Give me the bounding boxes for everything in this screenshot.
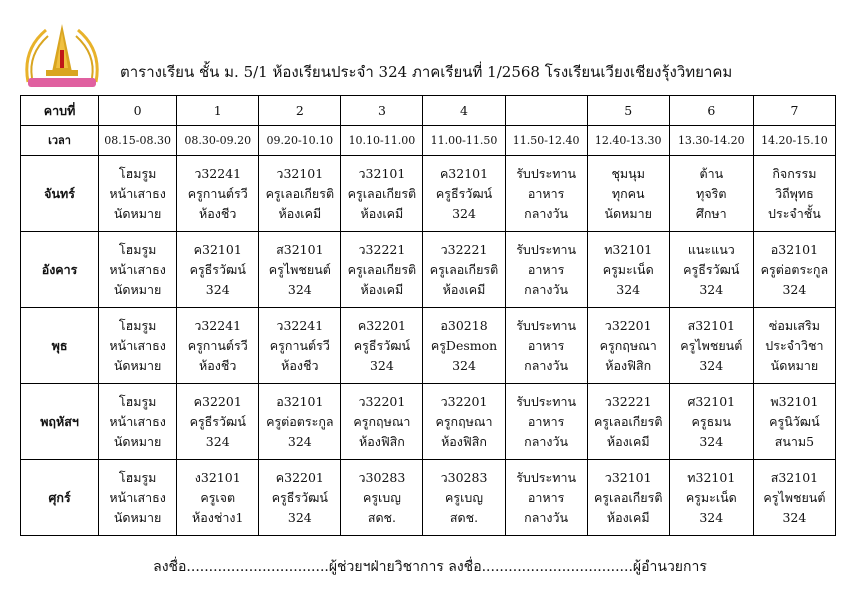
class-cell-line: ครูเบญ	[445, 489, 483, 505]
class-cell-line: ค32201	[357, 317, 406, 333]
class-cell	[505, 308, 587, 384]
class-cell-line: อาหาร	[527, 489, 565, 505]
class-cell-line: ครูเลอเกียรติ	[593, 489, 663, 505]
class-cell-line: ครูไพชยนต์	[763, 489, 826, 505]
class-cell	[259, 156, 341, 232]
class-cell-line: ครูเจต	[200, 489, 236, 505]
class-cell	[99, 384, 177, 460]
class-cell	[341, 384, 423, 460]
class-cell-line: ว32241	[194, 317, 242, 333]
class-cell-line: ชุมนุม	[611, 165, 645, 181]
class-cell-line: ห้องชีว	[199, 357, 237, 373]
class-cell-line: ห้องเคมี	[360, 205, 404, 221]
day-name: พุธ	[21, 308, 99, 384]
class-cell-line: ว32221	[440, 241, 488, 257]
class-cell-line: ห้องชีว	[199, 205, 237, 221]
class-cell	[341, 232, 423, 308]
class-cell-line: ส32101	[770, 469, 819, 485]
class-cell-line: ว32201	[440, 393, 488, 409]
class-cell	[587, 308, 669, 384]
class-cell-line: กลางวัน	[524, 509, 569, 525]
class-cell-line: ครูกฤษณา	[353, 413, 411, 429]
class-cell-line: ครูไพชยนต์	[680, 337, 743, 353]
class-cell-line: นัดหมาย	[604, 205, 652, 221]
class-cell-line: อาหาร	[527, 337, 565, 353]
class-cell-line: อาหาร	[527, 261, 565, 277]
period-time: 08.30-09.20	[177, 126, 259, 156]
day-row	[21, 460, 836, 536]
class-cell-line: หน้าเสาธง	[109, 261, 166, 277]
class-cell	[177, 232, 259, 308]
class-cell-line: 324	[287, 509, 312, 525]
class-cell-line: รับประทาน	[516, 241, 577, 257]
class-cell	[669, 460, 753, 536]
class-cell	[587, 232, 669, 308]
period-time: 14.20-15.10	[753, 126, 835, 156]
class-cell-line: ห้องฟิสิก	[605, 357, 652, 373]
class-cell-line: กิจกรรม	[772, 165, 817, 181]
class-cell-line: ว32241	[194, 165, 242, 181]
class-cell-line: 324	[287, 433, 312, 449]
class-cell-line: ครูเลอเกียรติ	[347, 185, 417, 201]
class-cell-line: รับประทาน	[516, 393, 577, 409]
class-cell-line: อาหาร	[527, 185, 565, 201]
class-cell-line: ครูธมน	[691, 413, 732, 429]
class-cell-line: ครูกฤษณา	[435, 413, 493, 429]
class-cell	[669, 384, 753, 460]
class-cell-line: โฮมรูม	[118, 241, 157, 257]
class-cell-line: ห้องเคมี	[278, 205, 322, 221]
day-name: ศุกร์	[21, 460, 99, 536]
class-cell-line: ว30283	[358, 469, 406, 485]
time-label: เวลา	[21, 126, 99, 156]
class-cell-line: วิถีพุทธ	[775, 185, 814, 201]
class-cell-line: ทุจริต	[696, 185, 727, 201]
class-cell	[423, 384, 505, 460]
class-cell	[669, 308, 753, 384]
class-cell	[341, 460, 423, 536]
class-cell	[99, 156, 177, 232]
class-cell-line: สดช.	[449, 509, 479, 525]
class-cell-line: ครูเลอเกียรติ	[429, 261, 499, 277]
class-cell-line: ครูต่อตระกูล	[266, 413, 334, 429]
class-cell	[259, 232, 341, 308]
class-cell-line: กลางวัน	[524, 281, 569, 297]
period-number: 4	[423, 96, 505, 126]
class-cell-line: ส32101	[276, 241, 324, 257]
class-cell-line: ครูนิวัฒน์	[769, 413, 820, 429]
period-time: 11.00-11.50	[423, 126, 505, 156]
period-row	[21, 96, 836, 126]
class-cell-line: กลางวัน	[524, 205, 569, 221]
class-cell-line: อ32101	[276, 393, 324, 409]
class-cell	[423, 460, 505, 536]
day-row	[21, 308, 836, 384]
class-cell-line: ว32101	[604, 469, 652, 485]
class-cell-line: ว32221	[358, 241, 406, 257]
class-cell-line: ค32201	[275, 469, 324, 485]
class-cell-line: ครูกฤษณา	[599, 337, 657, 353]
class-cell-line: ห้องเคมี	[606, 509, 650, 525]
class-cell	[505, 460, 587, 536]
class-cell	[177, 308, 259, 384]
class-cell	[753, 460, 835, 536]
class-cell-line: อาหาร	[527, 413, 565, 429]
class-cell-line: ประจำชั้น	[768, 205, 821, 221]
period-number: 5	[587, 96, 669, 126]
period-number: 6	[669, 96, 753, 126]
class-cell-line: ครูธีรวัฒน์	[189, 261, 246, 277]
class-cell-line: โฮมรูม	[118, 393, 157, 409]
day-name: พฤหัสฯ	[21, 384, 99, 460]
period-number: 7	[753, 96, 835, 126]
class-cell-line: ห้องเคมี	[442, 281, 486, 297]
period-number: 3	[341, 96, 423, 126]
class-cell	[259, 308, 341, 384]
class-cell-line: อ32101	[770, 241, 819, 257]
period-number: 1	[177, 96, 259, 126]
class-cell	[99, 308, 177, 384]
class-cell-line: ว30283	[440, 469, 488, 485]
class-cell	[341, 156, 423, 232]
class-cell	[669, 232, 753, 308]
class-cell-line: ห้องเคมี	[360, 281, 404, 297]
class-cell-line: ว32201	[358, 393, 406, 409]
class-cell-line: แนะแนว	[687, 241, 735, 257]
class-cell-line: ว32101	[276, 165, 324, 181]
class-cell-line: ครูไพชยนต์	[268, 261, 331, 277]
class-cell	[99, 232, 177, 308]
period-label: คาบที่	[21, 96, 99, 126]
class-cell	[753, 156, 835, 232]
time-row	[21, 126, 836, 156]
class-cell-line: ห้องเคมี	[606, 433, 650, 449]
class-cell-line: นัดหมาย	[113, 509, 162, 525]
class-cell-line: หน้าเสาธง	[109, 185, 166, 201]
class-cell-line: ว32101	[358, 165, 406, 181]
class-cell-line: อ30218	[440, 317, 488, 333]
class-cell-line: นัดหมาย	[113, 281, 162, 297]
period-time: 11.50-12.40	[505, 126, 587, 156]
class-cell-line: 324	[699, 433, 724, 449]
class-cell-line: สดช.	[367, 509, 397, 525]
class-cell-line: ครูมะเน็ด	[685, 489, 737, 505]
day-row	[21, 156, 836, 232]
class-cell-line: ครูเลอเกียรติ	[265, 185, 335, 201]
class-cell	[587, 384, 669, 460]
class-cell-line: ซ่อมเสริม	[768, 317, 820, 333]
class-cell-line: โฮมรูม	[118, 165, 157, 181]
class-cell-line: ครูธีรวัฒน์	[683, 261, 740, 277]
class-cell-line: ต้าน	[699, 165, 724, 181]
class-cell-line: ครูกานต์รวี	[187, 337, 248, 353]
class-cell-line: หน้าเสาธง	[109, 413, 166, 429]
class-cell-line: 324	[452, 357, 476, 373]
class-cell-line: รับประทาน	[516, 165, 577, 181]
class-cell-line: กลางวัน	[524, 433, 569, 449]
class-cell-line: 324	[699, 281, 724, 297]
class-cell-line: ค32201	[193, 393, 242, 409]
class-cell	[99, 460, 177, 536]
class-cell-line: ห้องช่าง1	[192, 509, 244, 525]
class-cell	[587, 460, 669, 536]
class-cell	[505, 156, 587, 232]
class-cell-line: ครูธีรวัฒน์	[435, 185, 493, 201]
class-cell-line: ครูธีรวัฒน์	[353, 337, 411, 353]
class-cell-line: ครูธีรวัฒน์	[271, 489, 328, 505]
class-cell-line: 324	[287, 281, 312, 297]
class-cell-line: ห้องฟิสิก	[441, 433, 487, 449]
class-cell	[177, 156, 259, 232]
class-cell-line: 324	[205, 281, 230, 297]
class-cell-line: โฮมรูม	[118, 317, 157, 333]
class-cell-line: ครูกานต์รวี	[187, 185, 248, 201]
class-cell-line: พ32101	[770, 393, 819, 409]
class-cell	[259, 460, 341, 536]
class-cell-line: ค32101	[193, 241, 242, 257]
class-cell	[753, 232, 835, 308]
class-cell-line: ห้องฟิสิก	[358, 433, 405, 449]
class-cell-line: ครูเลอเกียรติ	[593, 413, 663, 429]
class-cell	[259, 384, 341, 460]
school-emblem-icon	[22, 20, 102, 90]
class-cell-line: ครูเลอเกียรติ	[347, 261, 417, 277]
class-cell-line: ครูDesmon	[430, 337, 498, 353]
period-number: 2	[259, 96, 341, 126]
class-cell-line: 324	[782, 281, 807, 297]
class-cell-line: ว32201	[604, 317, 652, 333]
class-cell-line: ครูมะเน็ด	[602, 261, 654, 277]
class-cell	[505, 232, 587, 308]
period-time: 10.10-11.00	[341, 126, 423, 156]
class-cell	[341, 308, 423, 384]
class-cell-line: 324	[369, 357, 394, 373]
class-cell-line: 324	[616, 281, 641, 297]
period-time: 12.40-13.30	[587, 126, 669, 156]
page-title: ตารางเรียน ชั้น ม. 5/1 ห้องเรียนประจำ 324 ภาคเรียนที่ 1/2568 โรงเรียนเวียงเชียงรุ้งวิทยาคม	[120, 63, 733, 81]
class-cell-line: ส32101	[687, 317, 735, 333]
class-cell-line: นัดหมาย	[113, 205, 162, 221]
day-row	[21, 384, 836, 460]
class-cell-line: โฮมรูม	[118, 469, 157, 485]
class-cell	[587, 156, 669, 232]
class-cell	[669, 156, 753, 232]
period-time: 13.30-14.20	[669, 126, 753, 156]
class-cell	[505, 384, 587, 460]
period-time: 09.20-10.10	[259, 126, 341, 156]
day-name: จันทร์	[21, 156, 99, 232]
class-cell-line: ครูธีรวัฒน์	[189, 413, 246, 429]
class-cell	[753, 308, 835, 384]
class-cell	[423, 156, 505, 232]
class-cell	[423, 232, 505, 308]
class-cell-line: 324	[699, 357, 724, 373]
day-name: อังคาร	[21, 232, 99, 308]
period-number	[505, 96, 587, 126]
day-row	[21, 232, 836, 308]
class-cell-line: สนาม5	[774, 433, 815, 449]
class-cell-line: 324	[205, 433, 230, 449]
class-cell-line: หน้าเสาธง	[109, 337, 166, 353]
class-cell-line: กลางวัน	[524, 357, 569, 373]
class-cell-line: 324	[452, 205, 476, 221]
signature-line: ลงชื่อ................................ผู้ช่วยฯฝ่ายวิชาการ ลงชื่อ..................................ผู้อำนวยการ	[153, 559, 707, 575]
class-cell-line: ง32101	[194, 469, 241, 485]
timetable	[20, 95, 836, 536]
class-cell-line: ครูกานต์รวี	[269, 337, 330, 353]
class-cell-line: ครูต่อตระกูล	[760, 261, 829, 277]
class-cell-line: รับประทาน	[516, 317, 577, 333]
class-cell-line: ศ32101	[687, 393, 736, 409]
period-number: 0	[99, 96, 177, 126]
class-cell-line: ค32101	[439, 165, 489, 181]
period-time: 08.15-08.30	[99, 126, 177, 156]
class-cell-line: นัดหมาย	[770, 357, 819, 373]
class-cell-line: 324	[699, 509, 724, 525]
class-cell-line: รับประทาน	[516, 469, 577, 485]
class-cell	[423, 308, 505, 384]
class-cell	[753, 384, 835, 460]
class-cell-line: ประจำวิชา	[765, 337, 824, 353]
class-cell-line: นัดหมาย	[113, 357, 162, 373]
class-cell-line: หน้าเสาธง	[109, 489, 166, 505]
class-cell	[177, 460, 259, 536]
class-cell-line: ว32221	[604, 393, 652, 409]
class-cell-line: นัดหมาย	[113, 433, 162, 449]
class-cell-line: ทุกคน	[611, 185, 645, 201]
class-cell-line: ว32241	[276, 317, 324, 333]
class-cell-line: 324	[782, 509, 807, 525]
class-cell-line: ศึกษา	[695, 205, 727, 221]
class-cell-line: ครูเบญ	[362, 489, 401, 505]
class-cell-line: ท32101	[604, 241, 653, 257]
class-cell	[177, 384, 259, 460]
class-cell-line: ท32101	[687, 469, 736, 485]
class-cell-line: ห้องชีว	[281, 357, 319, 373]
